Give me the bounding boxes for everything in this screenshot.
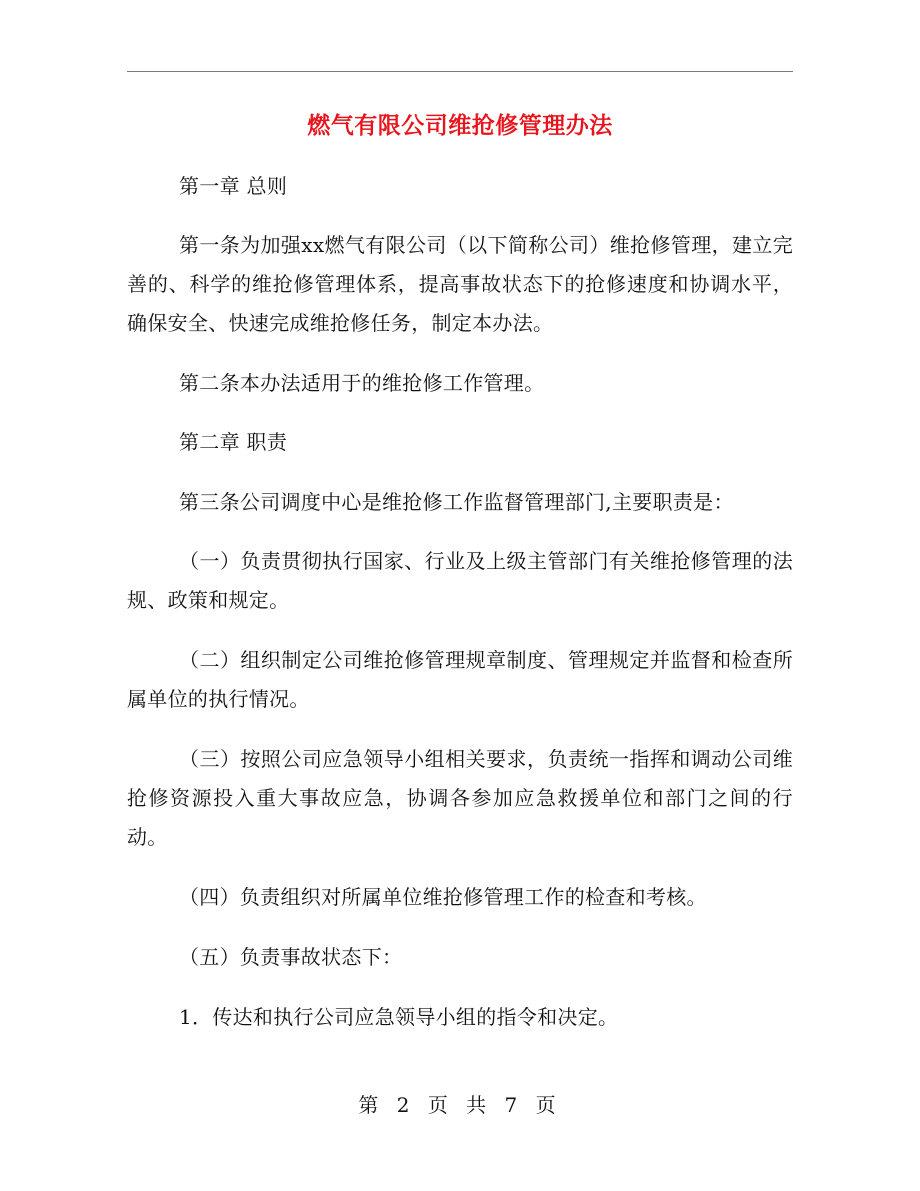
duty-item-1: （一）负责贯彻执行国家、行业及上级主管部门有关维抢修管理的法规、政策和规定。 bbox=[127, 549, 793, 612]
duty-item-4: （四）负责组织对所属单位维抢修管理工作的检查和考核。 bbox=[179, 885, 707, 909]
chapter-heading-1: 第一章 总则 bbox=[179, 174, 288, 198]
article-3-paragraph: 第三条公司调度中心是维抢修工作监督管理部门,主要职责是： bbox=[179, 490, 734, 514]
article-1-paragraph: 第一条为加强xx燃气有限公司（以下简称公司）维抢修管理，建立完善的、科学的维抢修管理体系，提高事故状态下的抢修速度和协调水平，确保安全、快速完成维抢修任务，制定本办法。 bbox=[127, 233, 793, 335]
article-2-paragraph: 第二条本办法适用于的维抢修工作管理。 bbox=[179, 371, 545, 395]
page-number-footer: 第 2 页 共 7 页 bbox=[358, 1093, 562, 1117]
duty-item-5: （五）负责事故状态下： bbox=[179, 945, 403, 969]
header-rule bbox=[127, 71, 793, 72]
duty-item-2: （二）组织制定公司维抢修管理规章制度、管理规定并监督和检查所属单位的执行情况。 bbox=[127, 648, 793, 711]
duty-item-3: （三）按照公司应急领导小组相关要求，负责统一指挥和调动公司维抢修资源投入重大事故应急，协调各参加应急救援单位和部门之间的行动。 bbox=[127, 747, 793, 849]
sub-item-1: 1．传达和执行公司应急领导小组的指令和决定。 bbox=[179, 1005, 619, 1029]
chapter-heading-2: 第二章 职责 bbox=[179, 430, 288, 454]
document-title: 燃气有限公司维抢修管理办法 bbox=[307, 112, 613, 139]
